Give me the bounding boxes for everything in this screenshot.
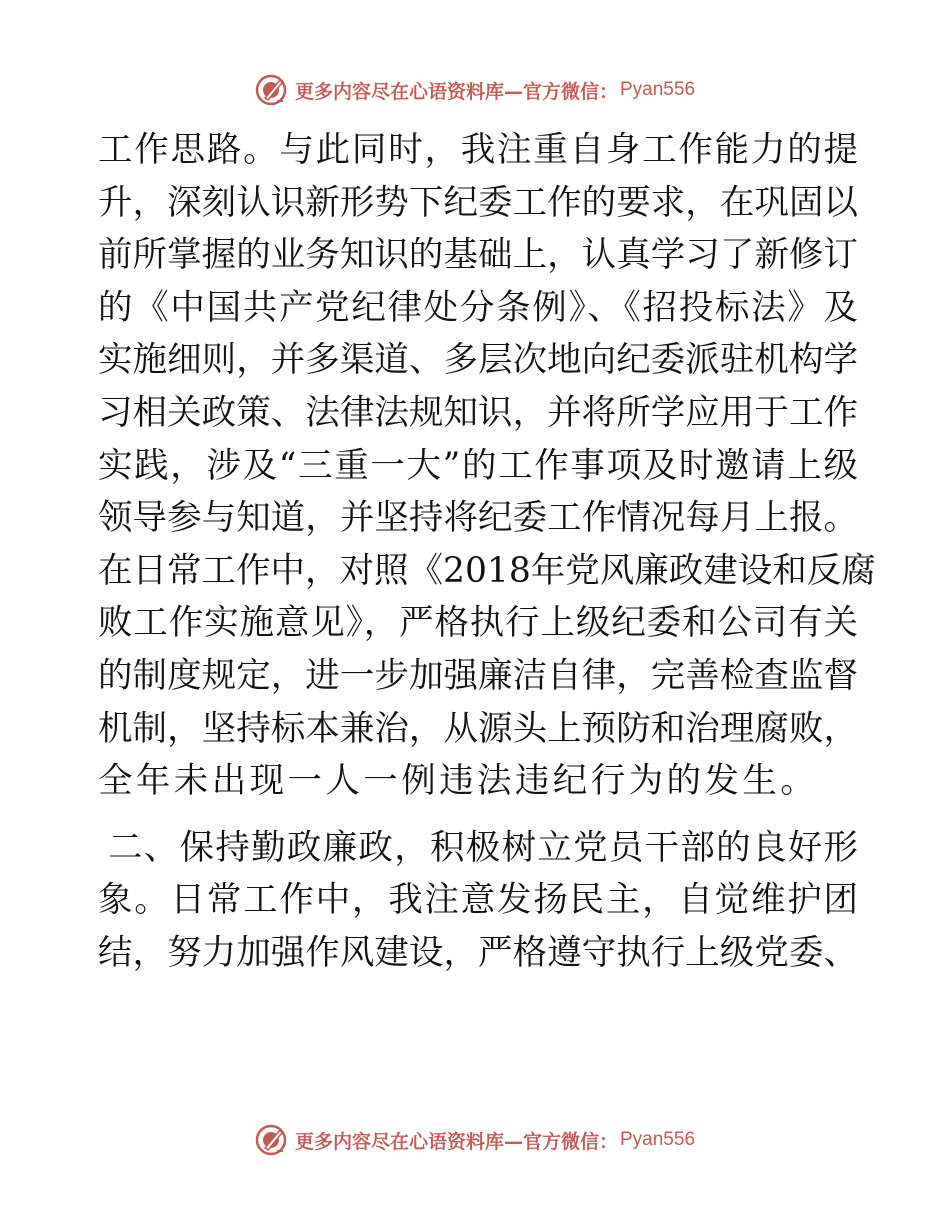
text-line: 机制，坚持标本兼治，从源头上预防和治理腐败， xyxy=(98,708,858,749)
text-line: 二、保持勤政廉政，积极树立党员干部的良好形 xyxy=(108,827,858,868)
document-body xyxy=(98,124,876,980)
quill-seal-icon xyxy=(255,1124,287,1156)
header-banner xyxy=(0,70,950,110)
text-line: 的《中国共产党纪律处分条例》、《招投标法》及 xyxy=(98,287,858,328)
quill-seal-icon xyxy=(255,74,287,106)
text-line: 工作思路。与此同时，我注重自身工作能力的提 xyxy=(98,130,858,170)
text-line: 实施细则，并多渠道、多层次地向纪委派驻机构学 xyxy=(98,340,858,381)
text-line: 全年未出现一人一例违法违纪行为的发生。 xyxy=(98,761,819,802)
text-line: 习相关政策、法律法规知识，并将所学应用于工作 xyxy=(98,392,858,433)
paragraph-2 xyxy=(98,822,858,980)
text-line: 升，深刻认识新形势下纪委工作的要求，在巩固以 xyxy=(98,182,858,223)
paragraph-1 xyxy=(98,124,876,808)
text-line: 象。日常工作中，我注意发扬民主，自觉维护团 xyxy=(98,880,858,921)
text-line: 领导参与知道，并坚持将纪委工作情况每月上报。 xyxy=(98,498,858,539)
text-line: 结，努力加强作风建设，严格遵守执行上级党委、 xyxy=(98,932,858,973)
text-line: 败工作实施意见》，严格执行上级纪委和公司有关 xyxy=(98,603,858,644)
text-line: 实践，涉及“三重一大”的工作事项及时邀请上级 xyxy=(98,445,858,486)
paragraph-gap xyxy=(98,808,858,822)
banner-text: 更多内容尽在心语资料库—官方微信： xyxy=(294,1130,618,1153)
footer-banner xyxy=(0,1120,950,1160)
banner-text: 更多内容尽在心语资料库—官方微信： xyxy=(294,80,618,103)
banner-handle: Pyan556 xyxy=(620,79,696,100)
text-line: 在日常工作中，对照《2018年党风廉政建设和反腐 xyxy=(98,550,876,591)
text-line: 前所掌握的业务知识的基础上，认真学习了新修订 xyxy=(98,235,858,276)
banner-handle: Pyan556 xyxy=(620,1129,696,1150)
text-line: 的制度规定，进一步加强廉洁自律，完善检查监督 xyxy=(98,655,858,696)
